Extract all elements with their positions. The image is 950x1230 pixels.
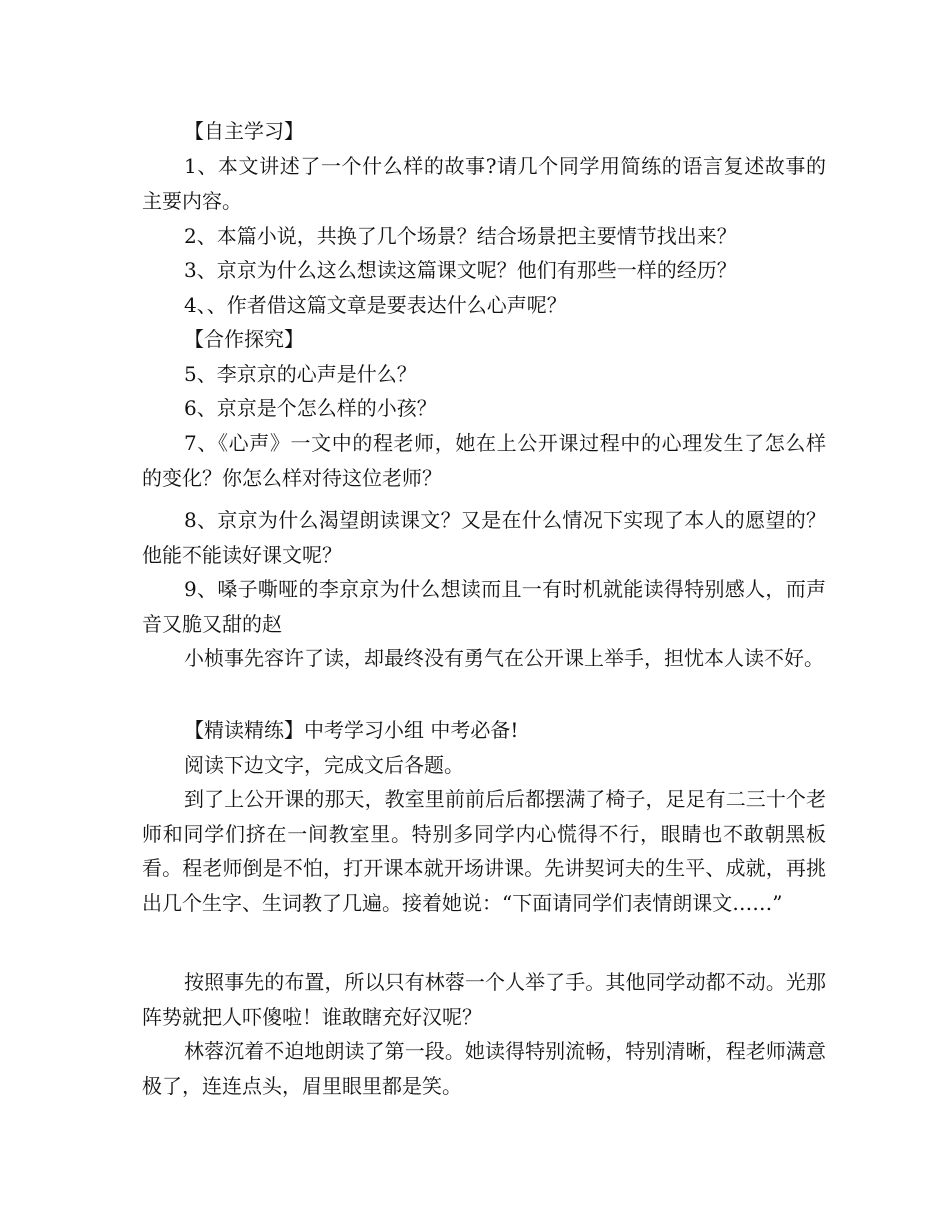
question-2: 2、本篇小说，共换了几个场景？结合场景把主要情节找出来？	[184, 224, 737, 248]
passage-paragraph-1: 到了上公开课的那天，教室里前前后后都摆满了椅子，足足有二三十个老师和同学们挤在一间教室里。特别多同学内心慌得不行，眼睛也不敢朝黑板看。程老师倒是不怕，打开课本就开场讲课。先讲契诃夫的生平、成就，再挑出几个生字、生词教了几遍。接着她说：“下面请同学们表情朗课文……”	[142, 787, 826, 915]
reading-instruction: 阅读下边文字，完成文后各题。	[184, 753, 464, 777]
question-3: 3、京京为什么这么想读这篇课文呢？他们有那些一样的经历？	[184, 258, 737, 282]
section-heading-self-study: 【自主学习】	[184, 119, 304, 143]
question-4: 4、、作者借这篇文章是要表达什么心声呢？	[184, 293, 567, 317]
question-8: 8、京京为什么渴望朗读课文？又是在什么情况下实现了本人的愿望的？他能不能读好课文呢？	[142, 508, 826, 567]
question-9: 9、嗓子嘶哑的李京京为什么想读而且一有时机就能读得特别感人，而声音又脆又甜的赵	[142, 577, 826, 636]
question-9-continuation: 小桢事先容许了读，却最终没有勇气在公开课上举手，担忧本人读不好。	[184, 646, 824, 670]
question-5: 5、李京京的心声是什么？	[184, 362, 417, 386]
question-6: 6、京京是个怎么样的小孩？	[184, 396, 437, 420]
section-heading-cooperative-inquiry: 【合作探究】	[184, 327, 304, 351]
question-7: 7、《心声》一文中的程老师，她在上公开课过程中的心理发生了怎么样的变化？你怎么样对待这位老师？	[142, 431, 826, 490]
question-1: 1、本文讲述了一个什么样的故事?请几个同学用简练的语言复述故事的主要内容。	[142, 154, 826, 213]
passage-paragraph-2: 按照事先的布置，所以只有林蓉一个人举了手。其他同学动都不动。光那阵势就把人吓傻啦！谁敢瞎充好汉呢？	[142, 970, 826, 1029]
passage-paragraph-3: 林蓉沉着不迫地朗读了第一段。她读得特别流畅，特别清晰，程老师满意极了，连连点头，眉里眼里都是笑。	[142, 1039, 826, 1098]
section-heading-intensive-reading: 【精读精练】中考学习小组 中考必备!	[184, 718, 519, 742]
